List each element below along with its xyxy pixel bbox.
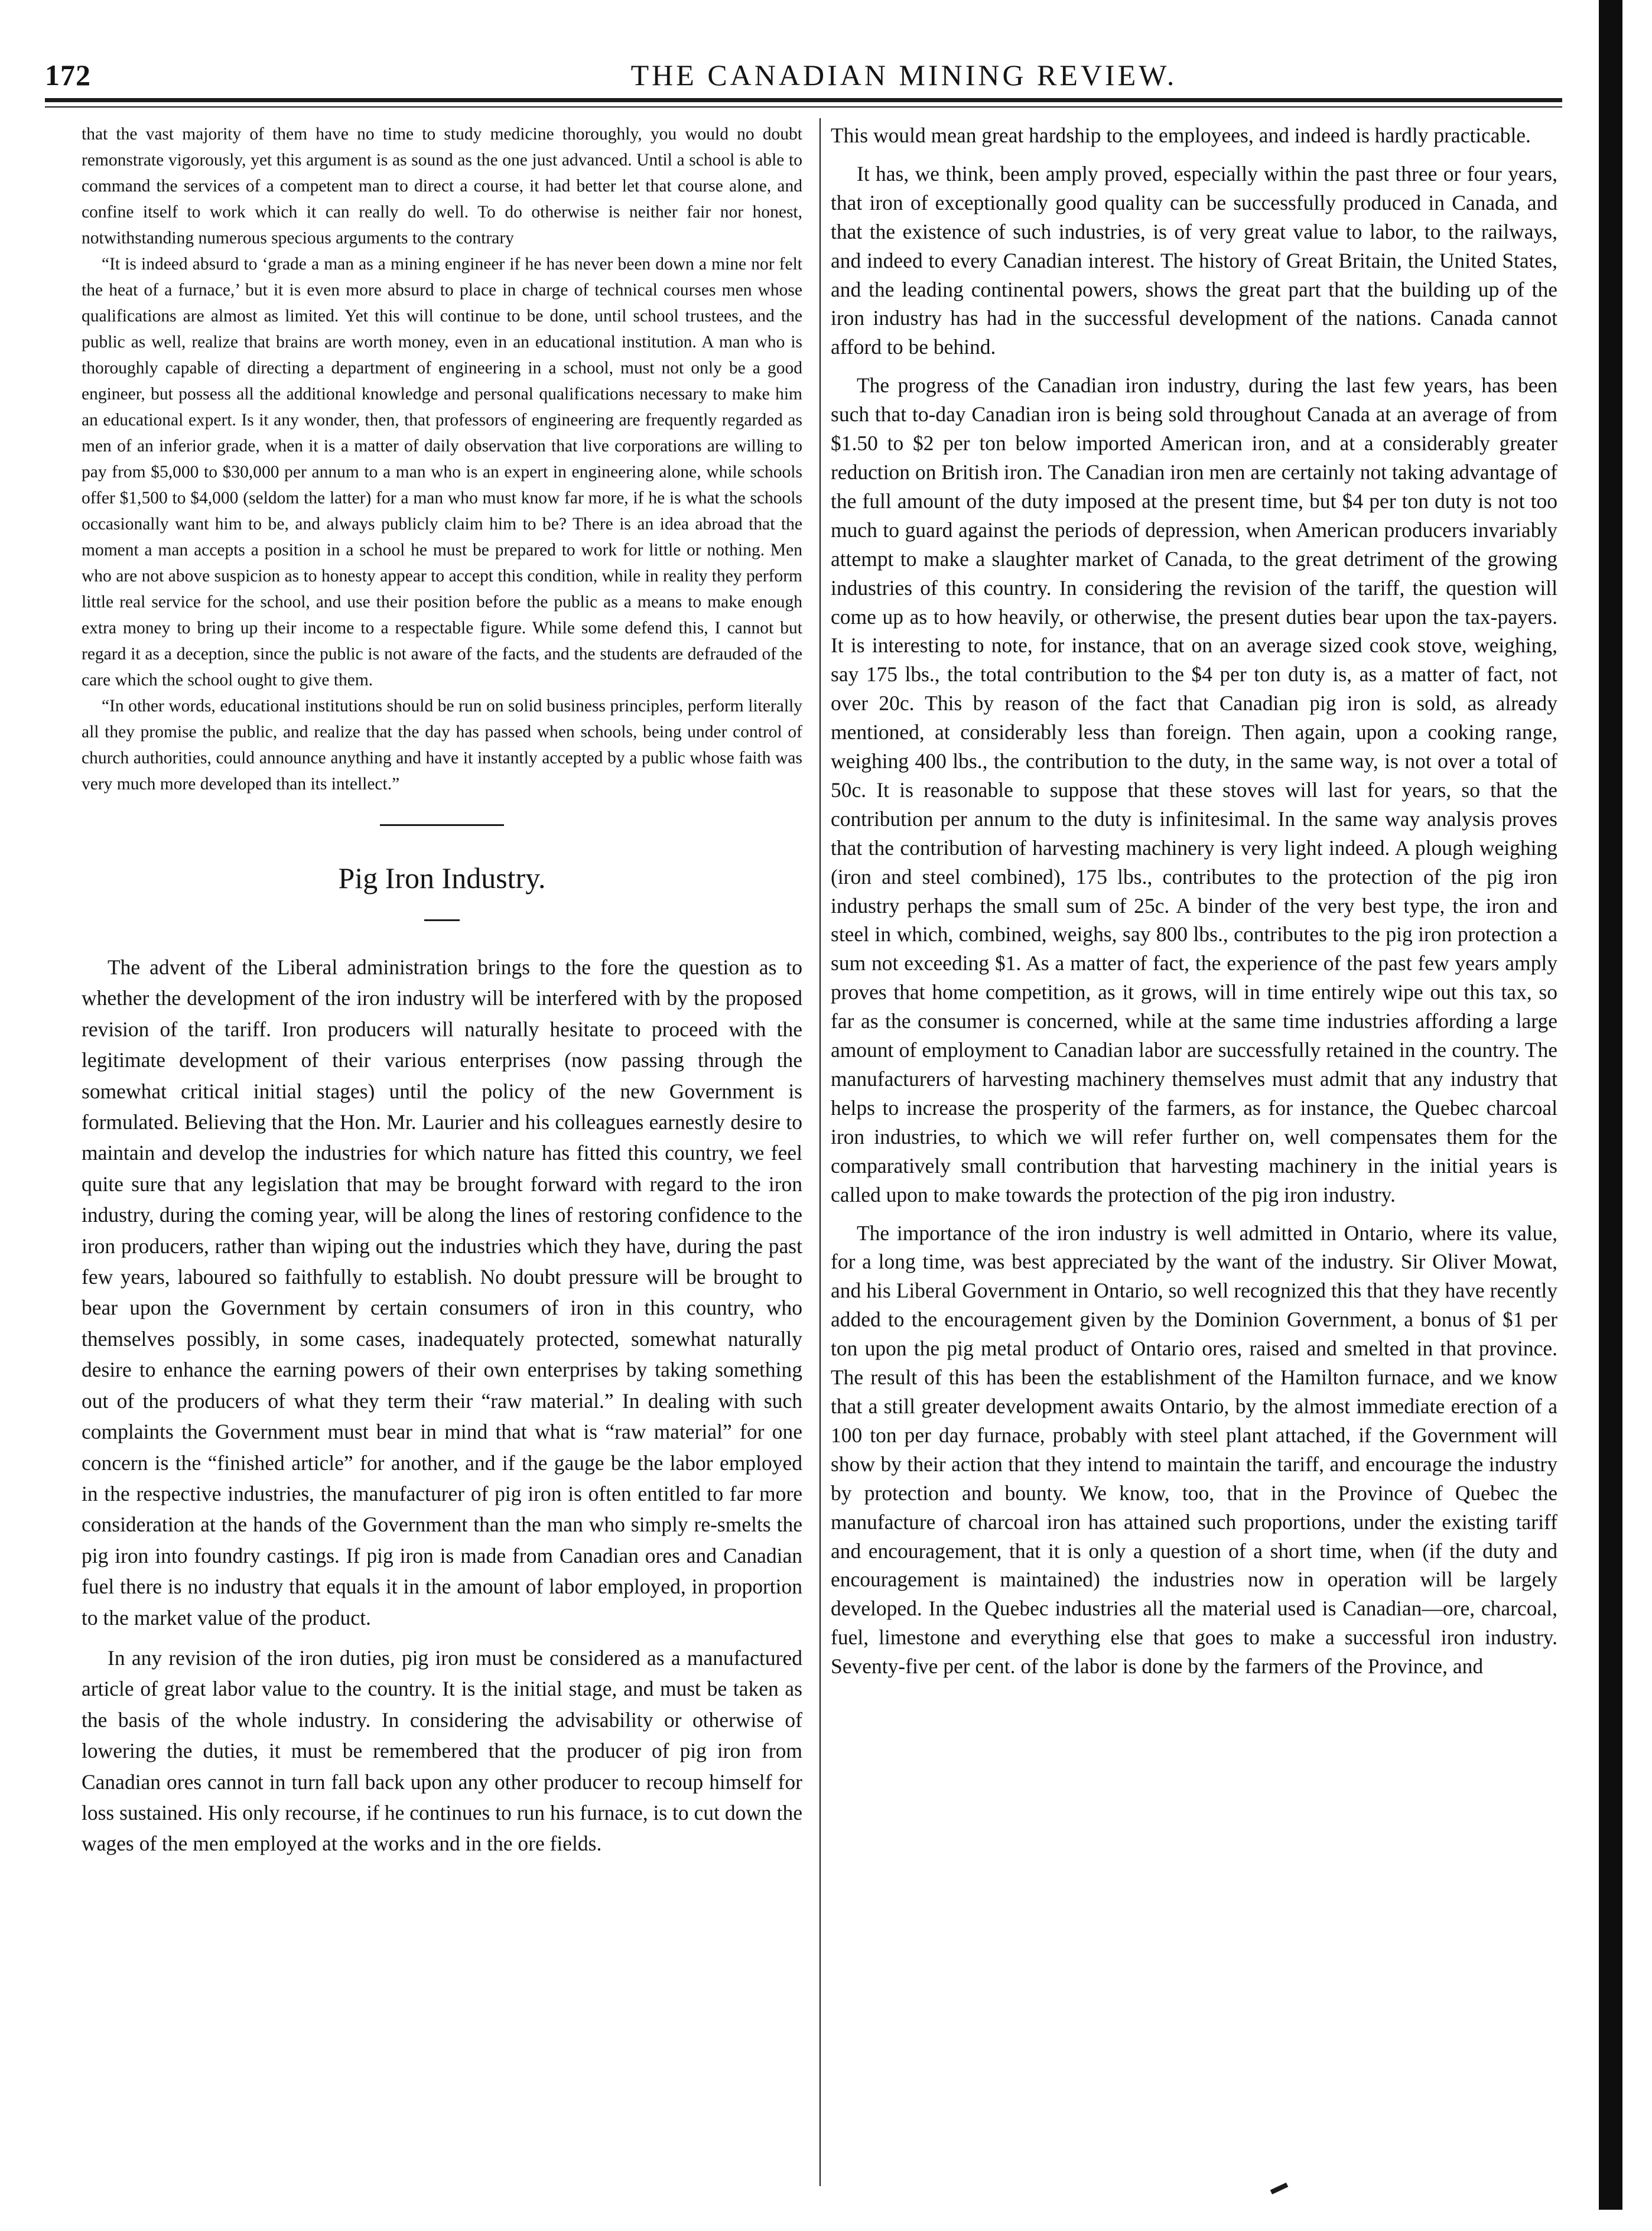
article-paragraph: This would mean great hardship to the employees, and indeed is hardly practicable. <box>831 123 1531 147</box>
quote-paragraph: “In other words, educational institutions should be run on solid business principles, perform literally all they promise the public, and realize that the day has passed when schools, being under control of church authorities, could announce anything and have it instantly accepted by a public whose faith was very much more developed than its intellect.” <box>82 697 802 793</box>
page-edge-shadow <box>1599 0 1622 2210</box>
article-title: Pig Iron Industry. <box>338 861 546 895</box>
article-paragraph: In any revision of the iron duties, pig iron must be considered as a manufactured article of great labor value to the country. It is the initial stage, and must be taken as the basis of the whole industry. In considering the advisability or otherwise of lowering the duties, it must be remembered that the producer of pig iron from Canadian ores cannot in turn fall back upon any other producer to recoup himself for loss sustained. His only recourse, if he continues to run his furnace, is to cut down the wages of the men employed at the works and in the ore fields. <box>82 1645 802 1856</box>
article-paragraph: The progress of the Canadian iron industry, during the last few years, has been such that to-day Canadian iron is being sold throughout Canada at an average of from $1.50 to $2 per ton below imported American iron, and at a considerably greater reduction on British iron. The Canadian iron men are certainly not taking advantage of the full amount of the duty imposed at the present time, but $4 per ton duty is not too much to guard against the periods of depression, when American producers invariably attempt to make a slaughter market of Canada, to the great detriment of the growing industries of this country. In considering the revision of the tariff, the question will come up as to how heavily, or otherwise, the present duties bear upon the tax-payers. It is interesting to note, for instance, that on an average sized cook stove, weighing, say 175 lbs., the total contribution to the $4 per ton duty is, as a matter of fact, not over 20c. This by reason of the fact that Canadian pig iron is sold, as already mentioned, at considerably less than foreign. Then again, upon a cooking range, weighing 400 lbs., the contribution to the duty, in the same way, is not over a total of 50c. It is reasonable to suppose that these stoves will last for years, so that the contribution per annum to the duty is infinitesimal. In the same way analysis proves that the contribution of harvesting machinery is very light indeed. A plough weighing (iron and steel combined), 175 lbs., contributes to the protection of the pig iron industry perhaps the small sum of 25c. A binder of the very best type, the iron and steel in which, combined, weighs, say 800 lbs., contributes to the pig iron protection a sum not exceeding $1. As a matter of fact, the experience of the past few years amply proves that home competition, as it grows, will in time entirely wipe out this tax, so far as the consumer is concerned, while at the same time industries affording a large amount of employment to Canadian labor are successfully retained in the country. The manufacturers of harvesting machinery themselves must admit that any industry that helps to increase the prosperity of the farmers, as for instance, the Quebec charcoal iron industries, to which we will refer further on, well compensates them for the comparatively small contribution that harvesting machinery in the initial years is called upon to make towards the protection of the pig iron industry. <box>831 373 1557 1206</box>
page-number: 172 <box>45 58 91 92</box>
article-paragraph: The importance of the iron industry is well admitted in Ontario, where its value, for a long time, was best appreciated by the want of the industry. Sir Oliver Mowat, and his Liberal Government in Ontario, so well recognized this that they have recently added to the encouragement given by the Dominion Government, a bonus of $1 per ton upon the pig metal product of Ontario ores, raised and smelted in that province. The result of this has been the establishment of the Hamilton furnace, and we know that a still greater development awaits Ontario, by the almost immediate erection of a 100 ton per day furnace, probably with steel plant attached, if the Government will show by their action that they intend to maintain the tariff, and encourage the industry by protection and bounty. We know, too, that in the Province of Quebec the manufacture of charcoal iron has attained such proportions, under the existing tariff and encouragement, that it is only a question of a short time, when (if the duty and encouragement is maintained) the industries now in operation will be largely developed. In the Quebec industries all the material used is Canadian—ore, charcoal, fuel, limestone and everything else that goes to make a successful iron industry. Seventy-five per cent. of the labor is done by the farmers of the Province, and <box>831 1221 1557 1679</box>
header-rule-thick <box>45 98 1562 102</box>
header-rule-thin <box>45 106 1562 108</box>
quote-paragraph: “It is indeed absurd to ‘grade a man as a mining engineer if he has never been down a mine nor felt the heat of a furnace,’ but it is even more absurd to place in charge of technical courses men whose qualifications are almost as limited. Yet this will continue to be done, until school trustees, and the public as well, realize that brains are worth money, even in an educational institution. A man who is thoroughly capable of directing a department of engineering in a school, must not only be a good engineer, but possess all the additional knowledge and personal qualifications necessary to make him an educational expert. Is it any wonder, then, that professors of engineering are frequently regarded as men of an inferior grade, when it is a matter of daily observation that live corporations are willing to pay from $5,000 to $30,000 per annum to a man who is an expert in engineering alone, while schools offer $1,500 to $4,000 (seldom the latter) for a man who must know far more, if he is what the schools occasionally want him to be, and always publicly claim him to be? There is an idea abroad that the moment a man accepts a position in a school he must be prepared to work for little or nothing. Men who are not above suspicion as to honesty appear to accept this condition, while in reality they perform little real service for the school, and use their position before the public as a means to make enough extra money to bring up their income to a respectable figure. While some defend this, I cannot but regard it as a deception, since the public is not aware of the facts, and the students are defrauded of the care which the school ought to give them. <box>82 255 802 690</box>
section-separator-rule <box>380 824 504 826</box>
quote-paragraph: that the vast majority of them have no time to study medicine thoroughly, you would no doubt remonstrate vigorously, yet this argument is as sound as the one just advanced. Until a school is able to command the services of a competent man to direct a course, it had better let that course alone, and confine itself to work which it can really do well. To do otherwise is neither fair nor honest, notwithstanding numerous specious arguments to the contrary <box>82 125 802 248</box>
article-paragraph: The advent of the Liberal administration brings to the fore the question as to whether the development of the iron industry will be interfered with by the proposed revision of the tariff. Iron producers will naturally hesitate to proceed with the legitimate development of their various enterprises (now passing through the somewhat critical initial stages) until the policy of the new Government is formulated. Believing that the Hon. Mr. Laurier and his colleagues earnestly desire to maintain and develop the industries for which nature has fitted this country, we feel quite sure that any legislation that may be brought forward with regard to the iron industry, during the coming year, will be along the lines of restoring confidence to the iron producers, rather than wiping out the industries which they have, during the past few years, laboured so faithfully to establish. No doubt pressure will be brought to bear upon the Government by certain consumers of iron in this country, who themselves possibly, in some cases, inadequately protected, somewhat naturally desire to enhance the earning powers of their own enterprises by taking something out of the producers of what they term their “raw material.” In dealing with such complaints the Government must bear in mind that what is “raw material” for one concern is the “finished article” for another, and if the gauge be the labor employed in the respective industries, the manufacturer of pig iron is often entitled to far more consideration at the hands of the Government than the man who simply re-smelts the pig iron into foundry castings. If pig iron is made from Canadian ores and Canadian fuel there is no industry that equals it in the amount of labor employed, in proportion to the market value of the product. <box>82 955 802 1630</box>
article-paragraph: It has, we think, been amply proved, especially within the past three or four years, that iron of exceptionally good quality can be successfully produced in Canada, and that the existence of such industries, is of very great value to labor, to the railways, and indeed to every Canadian interest. The history of Great Britain, the United States, and the leading continental powers, shows the great part that the building up of the iron industry has had in the successful development of the nations. Canada cannot afford to be behind. <box>831 161 1557 359</box>
publication-title: THE CANADIAN MINING REVIEW. <box>630 58 1178 92</box>
column-divider <box>820 118 821 2186</box>
title-dash <box>424 919 460 921</box>
left-column <box>82 121 802 1859</box>
ink-mark <box>1270 2183 1289 2194</box>
right-column <box>831 121 1557 1681</box>
